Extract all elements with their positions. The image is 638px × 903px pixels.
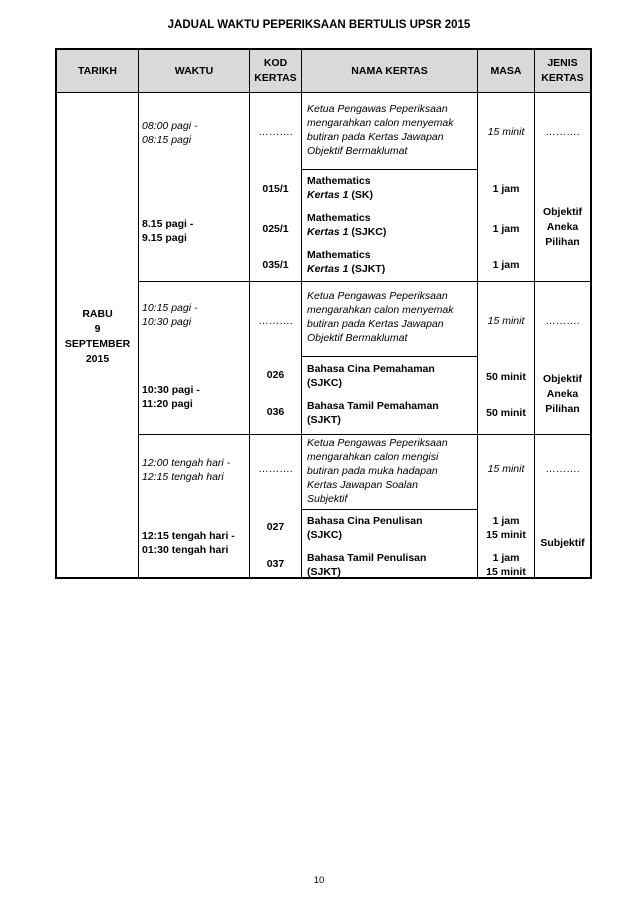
header-nama-kertas: NAMA KERTAS bbox=[351, 64, 428, 77]
paper-name-035-1: Mathematics Kertas 1 (SJKT) bbox=[307, 249, 386, 275]
session1-briefing-type: ………. bbox=[545, 126, 580, 138]
session2-briefing-code: ………. bbox=[258, 315, 293, 327]
header-kod-line2: KERTAS bbox=[254, 72, 297, 84]
session1-type: Objektif Aneka Pilihan bbox=[542, 206, 583, 248]
date-day: RABU bbox=[82, 308, 113, 320]
header-tarikh: TARIKH bbox=[78, 64, 117, 77]
session1-time: 8.15 pagi - 9.15 pagi bbox=[142, 218, 194, 244]
date-year: 2015 bbox=[85, 353, 110, 365]
header-jenis-line2: KERTAS bbox=[541, 72, 584, 84]
session3-briefing-code: ………. bbox=[258, 463, 293, 475]
header-kod-line1: KOD bbox=[263, 57, 288, 69]
paper-code-037: 037 bbox=[266, 558, 285, 570]
session1-briefing-time: 08:00 pagi - 08:15 pagi bbox=[142, 120, 198, 146]
page-title: JADUAL WAKTU PEPERIKSAAN BERTULIS UPSR 2015 bbox=[167, 19, 471, 31]
paper-code-025-1: 025/1 bbox=[262, 223, 289, 235]
header-jenis-kertas bbox=[535, 50, 590, 92]
paper-name-026: Bahasa Cina Pemahaman (SJKC) bbox=[307, 363, 435, 389]
header-kod-kertas bbox=[250, 50, 301, 92]
session1-briefing-name: Ketua Pengawas Peperiksaan mengarahkan calon menyemak butiran pada Kertas Jawapan Objektif Bermaklumat bbox=[307, 103, 454, 157]
paper-name-025-1: Mathematics Kertas 1 (SJKC) bbox=[307, 212, 387, 238]
session3-time: 12:15 tengah hari - 01:30 tengah hari bbox=[142, 530, 235, 556]
paper-code-035-1: 035/1 bbox=[262, 259, 289, 271]
paper-duration-027: 1 jam 15 minit bbox=[486, 515, 526, 541]
session1-briefing-duration: 15 minit bbox=[487, 126, 525, 138]
session2-type: Objektif Aneka Pilihan bbox=[542, 373, 583, 415]
paper-duration-026: 50 minit bbox=[486, 371, 526, 383]
paper-code-036: 036 bbox=[266, 406, 285, 418]
paper-name-015-1: Mathematics Kertas 1 (SK) bbox=[307, 175, 373, 201]
paper-code-015-1: 015/1 bbox=[262, 183, 289, 195]
exam-timetable bbox=[55, 48, 592, 579]
header-masa: MASA bbox=[490, 64, 522, 77]
date-month: SEPTEMBER bbox=[64, 338, 131, 350]
paper-name-036: Bahasa Tamil Pemahaman (SJKT) bbox=[307, 400, 439, 426]
session3-briefing-type: ………. bbox=[545, 463, 580, 475]
session2-briefing-time: 10:15 pagi - 10:30 pagi bbox=[142, 302, 198, 328]
session3-briefing-name: Ketua Pengawas Peperiksaan mengarahkan calon mengisi butiran pada muka hadapan Kertas Jawapan Soalan Subjektif bbox=[307, 437, 448, 505]
header-waktu: WAKTU bbox=[174, 64, 214, 77]
session2-briefing-type: ………. bbox=[545, 315, 580, 327]
paper-code-027: 027 bbox=[266, 521, 285, 533]
paper-name-027: Bahasa Cina Penulisan (SJKC) bbox=[307, 515, 423, 541]
paper-name-037: Bahasa Tamil Penulisan (SJKT) bbox=[307, 552, 427, 578]
session2-briefing-duration: 15 minit bbox=[487, 315, 525, 327]
date-number: 9 bbox=[94, 323, 101, 335]
session1-briefing-code: ………. bbox=[258, 126, 293, 138]
header-jenis-line1: JENIS bbox=[547, 57, 578, 69]
session3-type: Subjektif bbox=[540, 537, 585, 549]
paper-code-026: 026 bbox=[266, 369, 285, 381]
session3-briefing-duration: 15 minit bbox=[487, 463, 525, 475]
session3-briefing-time: 12:00 tengah hari - 12:15 tengah hari bbox=[142, 457, 231, 483]
paper-duration-035-1: 1 jam bbox=[492, 259, 520, 271]
exam-date bbox=[57, 307, 138, 367]
paper-duration-025-1: 1 jam bbox=[492, 223, 520, 235]
paper-duration-037: 1 jam 15 minit bbox=[486, 552, 526, 578]
paper-duration-036: 50 minit bbox=[486, 407, 526, 419]
session2-briefing-name: Ketua Pengawas Peperiksaan mengarahkan calon menyemak butiran pada Kertas Jawapan Objektif Bermaklumat bbox=[307, 290, 454, 344]
page-number: 10 bbox=[313, 875, 325, 886]
paper-duration-015-1: 1 jam bbox=[492, 183, 520, 195]
session2-time: 10:30 pagi - 11:20 pagi bbox=[142, 384, 200, 410]
